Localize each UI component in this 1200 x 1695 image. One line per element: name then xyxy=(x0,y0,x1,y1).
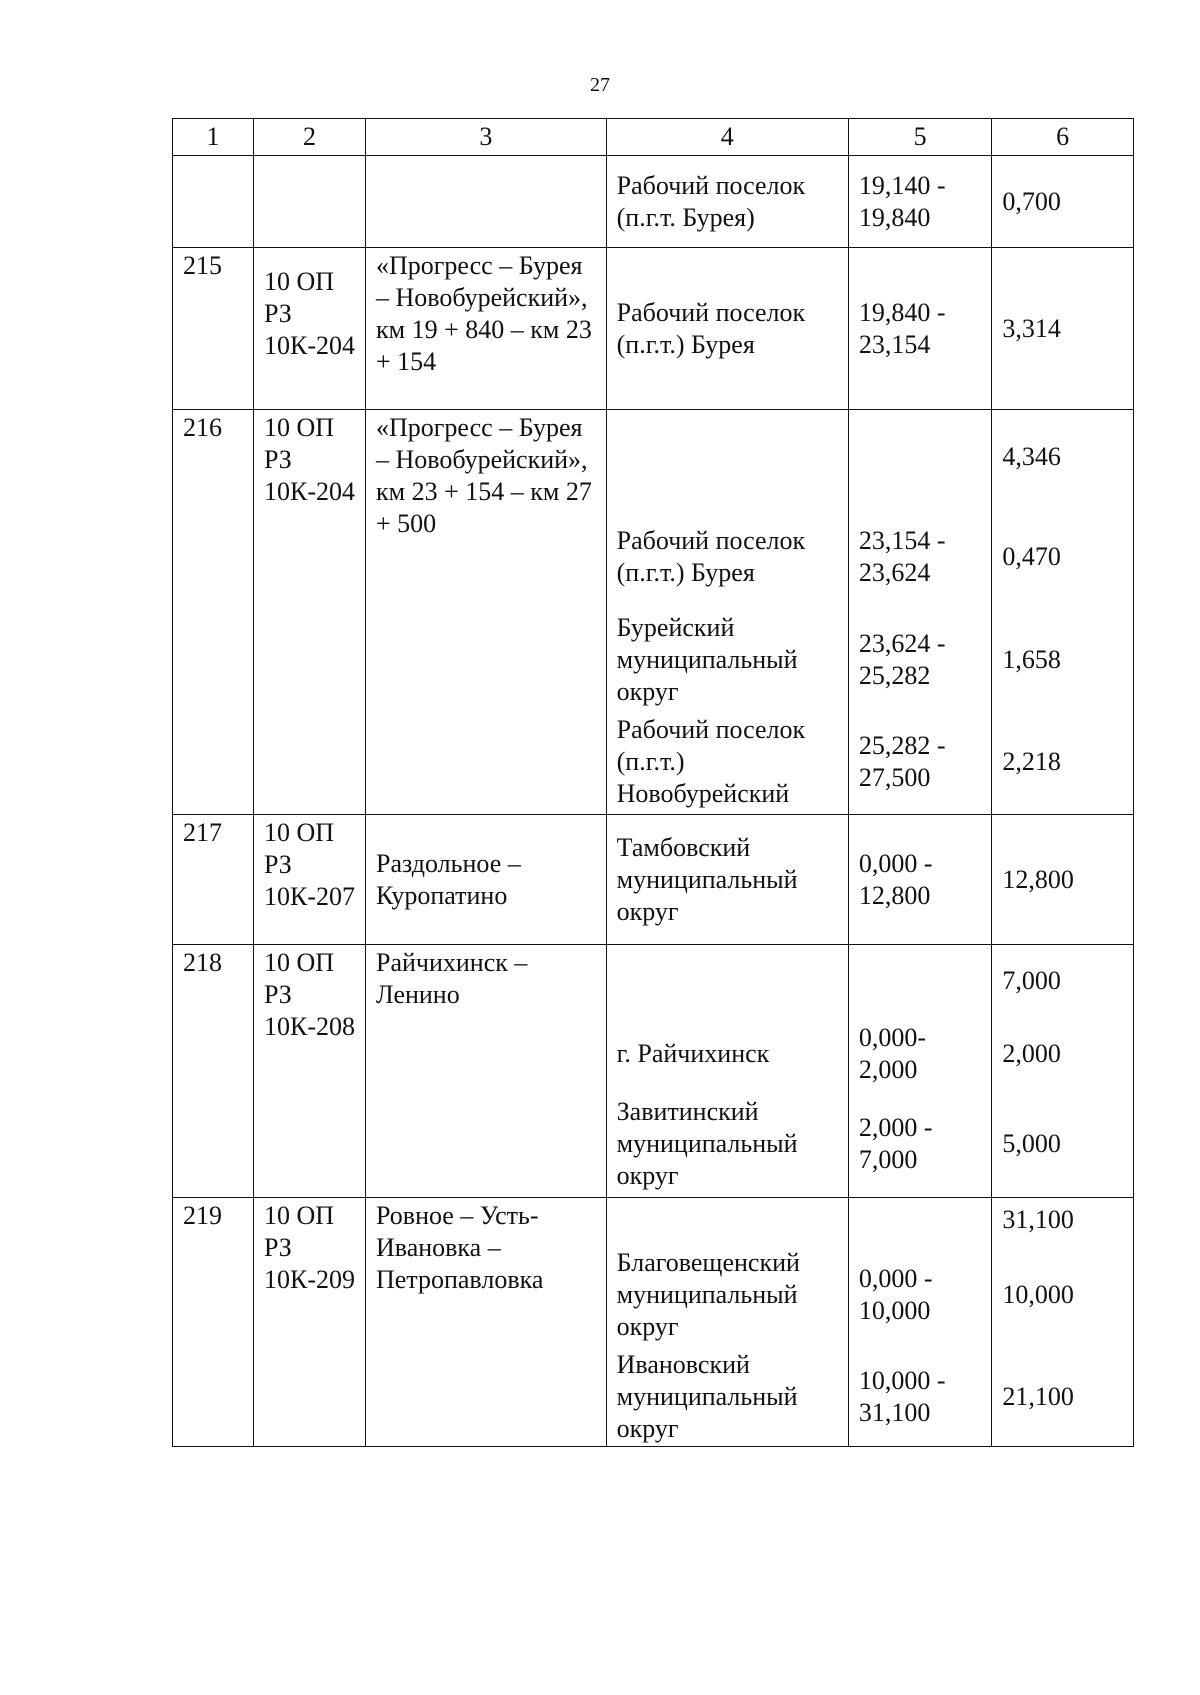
sub-territory: Рабочий поселок (п.г.т.) Бурея xyxy=(616,526,806,587)
cell-length xyxy=(992,410,1134,815)
cell-km xyxy=(848,945,992,1198)
cell-name: «Прогресс – Бурея – Новобурейский», км 23 + 154 – км 27 + 500 xyxy=(365,410,606,815)
cell-num: 215 xyxy=(173,248,254,410)
sub-km: 0,000 - 10,000 xyxy=(858,1264,933,1325)
cell-territory xyxy=(606,410,848,815)
col-header-3: 3 xyxy=(365,119,606,156)
cell-num xyxy=(173,156,254,248)
sub-length: 2,218 xyxy=(1002,747,1061,776)
col-header-4: 4 xyxy=(606,119,848,156)
page-number: 27 xyxy=(590,74,610,96)
sub-length: 1,658 xyxy=(1002,645,1061,674)
cell-name: Раздольное – Куропатино xyxy=(365,815,606,945)
cell-num: 216 xyxy=(173,410,254,815)
cell-territory: Тамбовский муниципальный округ xyxy=(606,815,848,945)
sub-territory: Рабочий поселок (п.г.т.) Новобурейский xyxy=(616,715,806,808)
cell-code: 10 ОП РЗ 10К-204 xyxy=(253,410,365,815)
total-length: 31,100 xyxy=(1002,1205,1074,1234)
cell-length: 12,800 xyxy=(992,815,1134,945)
cell-name xyxy=(365,156,606,248)
cell-name: Ровное – Усть-Ивановка – Петропавловка xyxy=(365,1198,606,1447)
sub-km: 2,000 - 7,000 xyxy=(858,1113,933,1174)
table-row xyxy=(173,945,1134,1198)
cell-territory: Рабочий поселок (п.г.т. Бурея) xyxy=(606,156,848,248)
col-header-6: 6 xyxy=(992,119,1134,156)
cell-name: Райчихинск – Ленино xyxy=(365,945,606,1198)
cell-num: 218 xyxy=(173,945,254,1198)
sub-km: 23,154 - 23,624 xyxy=(858,526,946,587)
sub-territory: Благовещенский муниципальный округ xyxy=(616,1248,800,1341)
cell-code: 10 ОП РЗ 10К-208 xyxy=(253,945,365,1198)
sub-length: 0,470 xyxy=(1002,542,1061,571)
sub-km: 0,000- 2,000 xyxy=(858,1023,926,1084)
cell-km: 19,140 - 19,840 xyxy=(848,156,992,248)
cell-territory: Рабочий поселок (п.г.т.) Бурея xyxy=(606,248,848,410)
sub-length: 21,100 xyxy=(1002,1382,1074,1411)
header-row xyxy=(173,119,1134,156)
sub-territory: Ивановский муниципальный округ xyxy=(616,1350,798,1443)
cell-code: 10 ОП РЗ 10К-204 xyxy=(253,248,365,410)
sub-territory: Бурейский муниципальный округ xyxy=(616,613,798,706)
cell-km xyxy=(848,1198,992,1447)
table-row xyxy=(173,410,1134,815)
cell-km: 0,000 - 12,800 xyxy=(848,815,992,945)
table-row xyxy=(173,815,1134,945)
cell-length: 0,700 xyxy=(992,156,1134,248)
col-header-2: 2 xyxy=(253,119,365,156)
cell-num: 219 xyxy=(173,1198,254,1447)
sub-km: 23,624 - 25,282 xyxy=(858,629,946,690)
total-length: 4,346 xyxy=(1002,442,1061,471)
cell-code: 10 ОП РЗ 10К-207 xyxy=(253,815,365,945)
sub-length: 2,000 xyxy=(1002,1039,1061,1068)
table-row xyxy=(173,1198,1134,1447)
table-row xyxy=(173,248,1134,410)
roads-table xyxy=(172,118,1134,1447)
col-header-1: 1 xyxy=(173,119,254,156)
cell-km xyxy=(848,410,992,815)
cell-territory xyxy=(606,1198,848,1447)
cell-code xyxy=(253,156,365,248)
cell-length xyxy=(992,945,1134,1198)
sub-territory: Завитинский муниципальный округ xyxy=(616,1097,798,1190)
sub-length: 5,000 xyxy=(1002,1129,1061,1158)
cell-code: 10 ОП РЗ 10К-209 xyxy=(253,1198,365,1447)
cell-length: 3,314 xyxy=(992,248,1134,410)
sub-territory: г. Райчихинск xyxy=(616,1039,770,1068)
sub-km: 10,000 - 31,100 xyxy=(858,1366,946,1427)
cell-length xyxy=(992,1198,1134,1447)
cell-km: 19,840 - 23,154 xyxy=(848,248,992,410)
table-row xyxy=(173,156,1134,248)
cell-territory xyxy=(606,945,848,1198)
cell-num: 217 xyxy=(173,815,254,945)
col-header-5: 5 xyxy=(848,119,992,156)
sub-km: 25,282 - 27,500 xyxy=(858,731,946,792)
sub-length: 10,000 xyxy=(1002,1280,1074,1309)
cell-name: «Прогресс – Бурея – Новобурейский», км 19 + 840 – км 23 + 154 xyxy=(365,248,606,410)
total-length: 7,000 xyxy=(1002,966,1061,995)
